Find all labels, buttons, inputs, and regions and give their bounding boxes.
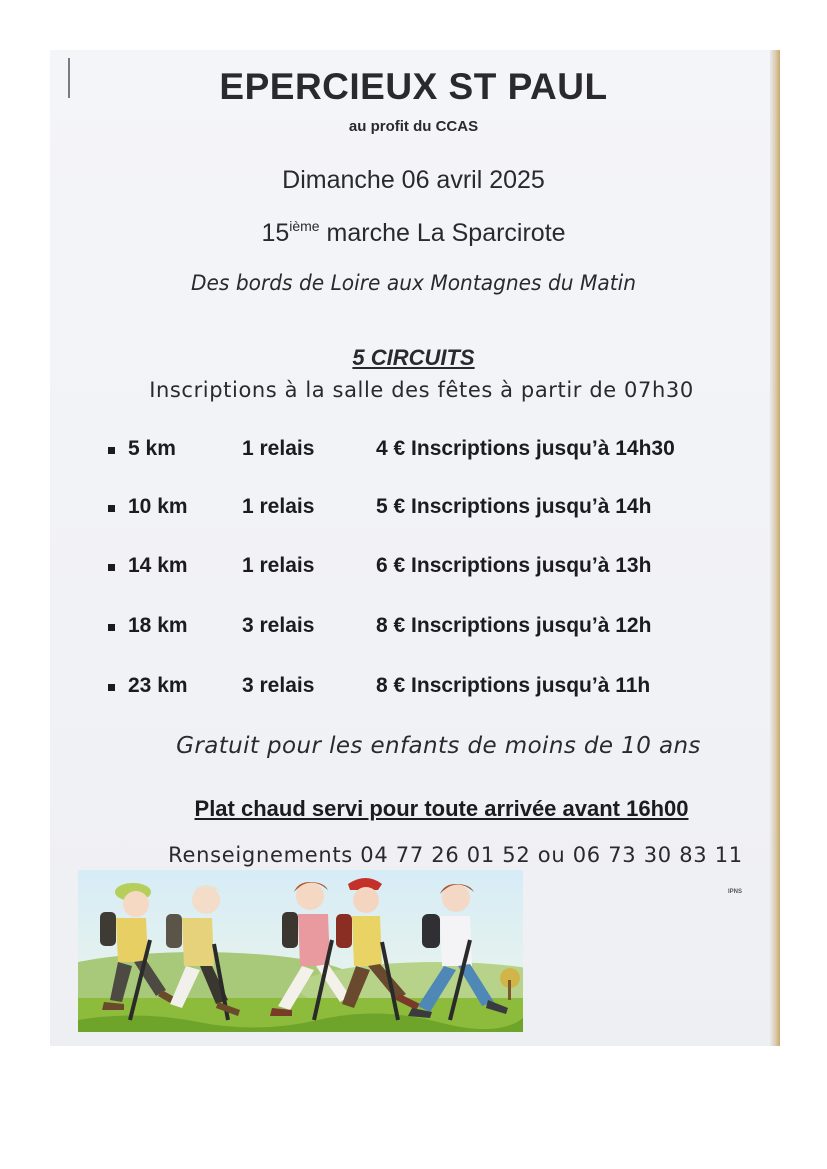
registration-info: Inscriptions à la salle des fêtes à partir de 07h30: [149, 378, 694, 402]
edition-suffix: ième: [289, 218, 320, 234]
circuit-relais: 1 relais: [242, 495, 315, 518]
circuit-price-info: 4 € Inscriptions jusqu’à 14h30: [376, 437, 675, 460]
paper-edge: [770, 50, 780, 1046]
edition-number: 15: [261, 219, 290, 247]
contact-info: Renseignements 04 77 26 01 52 ou 06 73 30 83 11: [168, 843, 743, 867]
bullet-icon: [108, 684, 115, 691]
poster-subtitle: au profit du CCAS: [348, 118, 479, 135]
circuit-price-info: 8 € Inscriptions jusqu’à 12h: [376, 614, 652, 637]
poster-title: EPERCIEUX ST PAUL: [219, 66, 608, 107]
circuit-relais: 3 relais: [242, 674, 315, 697]
circuit-relais: 1 relais: [242, 554, 315, 577]
circuit-distance: 10 km: [128, 495, 188, 518]
tree-trunk: [508, 980, 511, 1000]
bullet-icon: [108, 564, 115, 571]
event-date: Dimanche 06 avril 2025: [282, 166, 545, 194]
event-tagline: Des bords de Loire aux Montagnes du Matin: [191, 271, 636, 295]
circuit-distance: 23 km: [128, 674, 188, 697]
circuit-distance: 5 km: [128, 437, 176, 460]
bullet-icon: [108, 624, 115, 631]
circuit-distance: 18 km: [128, 614, 188, 637]
bullet-icon: [108, 505, 115, 512]
circuit-price-info: 8 € Inscriptions jusqu’à 11h: [376, 674, 651, 697]
circuit-relais: 1 relais: [242, 437, 315, 460]
hot-meal-note: Plat chaud servi pour toute arrivée avant 16h00: [194, 796, 689, 821]
free-for-children-note: Gratuit pour les enfants de moins de 10 ans: [176, 733, 701, 759]
printer-mark: IPNS: [728, 889, 743, 895]
circuit-relais: 3 relais: [242, 614, 315, 637]
edition-name: marche La Sparcirote: [319, 219, 566, 247]
circuit-price-info: 5 € Inscriptions jusqu’à 14h: [376, 495, 652, 518]
event-edition: [0, 218, 827, 248]
circuit-distance: 14 km: [128, 554, 188, 577]
hikers-illustration-icon: [78, 870, 523, 1032]
circuits-heading: 5 CIRCUITS: [352, 345, 475, 370]
circuit-price-info: 6 € Inscriptions jusqu’à 13h: [376, 554, 652, 577]
bullet-icon: [108, 447, 115, 454]
